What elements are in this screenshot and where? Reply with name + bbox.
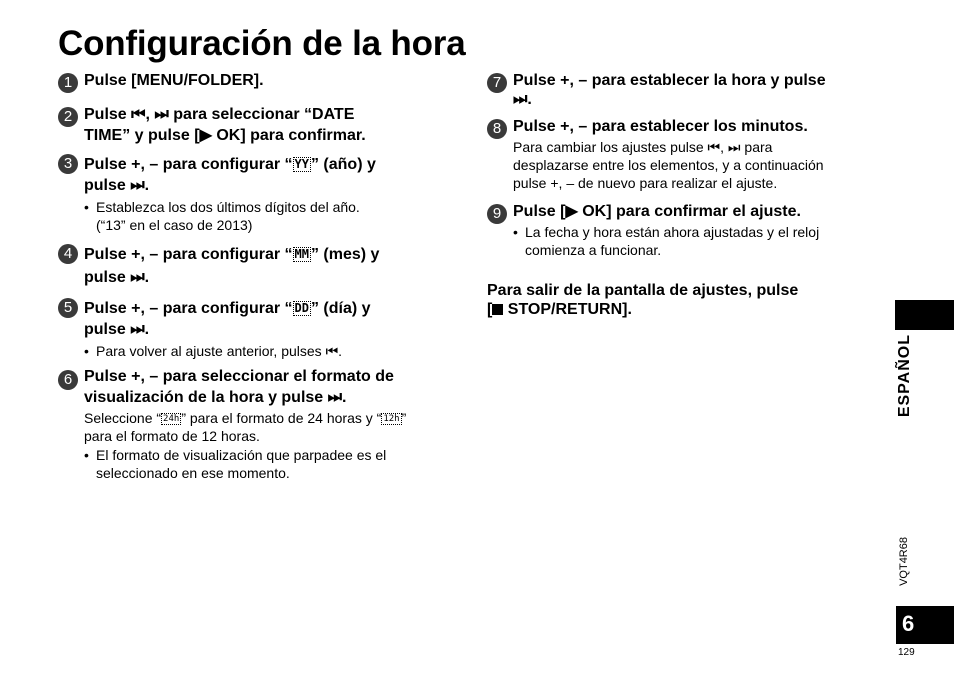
step-line-1 bbox=[84, 244, 379, 265]
note-line: Para cambiar los ajustes pulse ⏮, ⏭ para bbox=[513, 139, 773, 155]
step-line-1: Pulse +, – para establecer la hora y pulse bbox=[513, 72, 826, 89]
exit-line-1: Para salir de la pantalla de ajustes, pulse bbox=[487, 282, 799, 299]
exit-instruction bbox=[487, 280, 887, 324]
step-line-2: TIME” y pulse [▶ OK] para confirmar. bbox=[84, 127, 366, 144]
note-line: para el formato de 12 horas. bbox=[84, 428, 260, 444]
step-line-2: pulse ⏭. bbox=[84, 269, 150, 286]
step-number: 4 bbox=[58, 244, 78, 264]
page-number-small: 129 bbox=[898, 647, 915, 658]
step-line-1 bbox=[84, 298, 371, 319]
step-line-1: Pulse +, – para seleccionar el formato de bbox=[84, 368, 394, 385]
step-3 bbox=[58, 154, 458, 236]
exit-line-2 bbox=[487, 299, 632, 320]
step-line-2: pulse ⏭. bbox=[84, 321, 150, 338]
step-line-2: ⏭. bbox=[513, 91, 532, 108]
text-part: ” bbox=[401, 410, 407, 426]
text-part: ” (mes) y bbox=[310, 246, 380, 263]
stop-square-icon bbox=[492, 304, 503, 315]
page-number: 6 bbox=[902, 611, 915, 636]
step-9 bbox=[487, 201, 887, 265]
step-number: 6 bbox=[58, 370, 78, 390]
note-line bbox=[84, 409, 406, 427]
day-segment-icon: DD bbox=[294, 301, 309, 316]
language-label: ESPAÑOL bbox=[896, 334, 913, 418]
step-6 bbox=[58, 366, 458, 486]
bullet-note: • El formato de visualización que parpadee es el bbox=[96, 446, 386, 464]
text-part: ” (año) y bbox=[310, 156, 376, 173]
model-code: VQT4R68 bbox=[898, 537, 910, 586]
page-number-box bbox=[896, 606, 954, 644]
bullet-note: • La fecha y hora están ahora ajustadas y el reloj bbox=[525, 223, 819, 241]
text-part: ” para el formato de 24 horas y “ bbox=[181, 410, 382, 426]
step-2 bbox=[58, 104, 458, 148]
step-7 bbox=[487, 70, 887, 114]
text-part: ” (día) y bbox=[310, 300, 371, 317]
step-number: 2 bbox=[58, 107, 78, 127]
page-title: Configuración de la hora bbox=[58, 24, 466, 63]
text-part: [ bbox=[487, 301, 493, 318]
step-number: 9 bbox=[487, 204, 507, 224]
step-number: 5 bbox=[58, 298, 78, 318]
format-24h-segment-icon: 24h bbox=[163, 414, 180, 425]
step-5 bbox=[58, 298, 458, 362]
format-12h-segment-icon: 12h bbox=[383, 414, 400, 425]
text-part: STOP/RETURN]. bbox=[503, 301, 632, 318]
step-line-2: pulse ⏭. bbox=[84, 177, 150, 194]
note-line: comienza a funcionar. bbox=[525, 242, 662, 258]
note-line: pulse +, – de nuevo para realizar el ajuste. bbox=[513, 175, 778, 191]
step-line-1: Pulse +, – para establecer los minutos. bbox=[513, 118, 808, 135]
note-line: (“13” en el caso de 2013) bbox=[96, 217, 253, 233]
step-4 bbox=[58, 244, 458, 288]
bullet-note: • Para volver al ajuste anterior, pulses ⏮. bbox=[96, 342, 342, 360]
step-number: 8 bbox=[487, 119, 507, 139]
year-segment-icon: YY bbox=[294, 157, 309, 172]
step-text: Pulse [MENU/FOLDER]. bbox=[84, 72, 264, 89]
step-number: 1 bbox=[58, 73, 78, 93]
text-part: Pulse +, – para configurar “ bbox=[84, 156, 293, 173]
step-line-1 bbox=[84, 154, 376, 175]
note-line: desplazarse entre los elementos, y a continuación bbox=[513, 157, 824, 173]
step-1 bbox=[58, 70, 458, 92]
step-line-2: visualización de la hora y pulse ⏭. bbox=[84, 389, 347, 406]
month-segment-icon: MM bbox=[294, 247, 309, 262]
bullet-note: • Establezca los dos últimos dígitos del año. bbox=[96, 198, 360, 216]
note-line: seleccionado en ese momento. bbox=[96, 465, 290, 481]
language-tab-marker bbox=[895, 300, 954, 330]
step-number: 3 bbox=[58, 154, 78, 174]
text-part: Pulse +, – para configurar “ bbox=[84, 300, 293, 317]
text-part: Pulse +, – para configurar “ bbox=[84, 246, 293, 263]
step-line-1: Pulse [▶ OK] para confirmar el ajuste. bbox=[513, 203, 801, 220]
text-part: Seleccione “ bbox=[84, 410, 162, 426]
step-8 bbox=[487, 116, 887, 196]
step-number: 7 bbox=[487, 73, 507, 93]
step-line-1: Pulse ⏮, ⏭ para seleccionar “DATE bbox=[84, 106, 355, 123]
